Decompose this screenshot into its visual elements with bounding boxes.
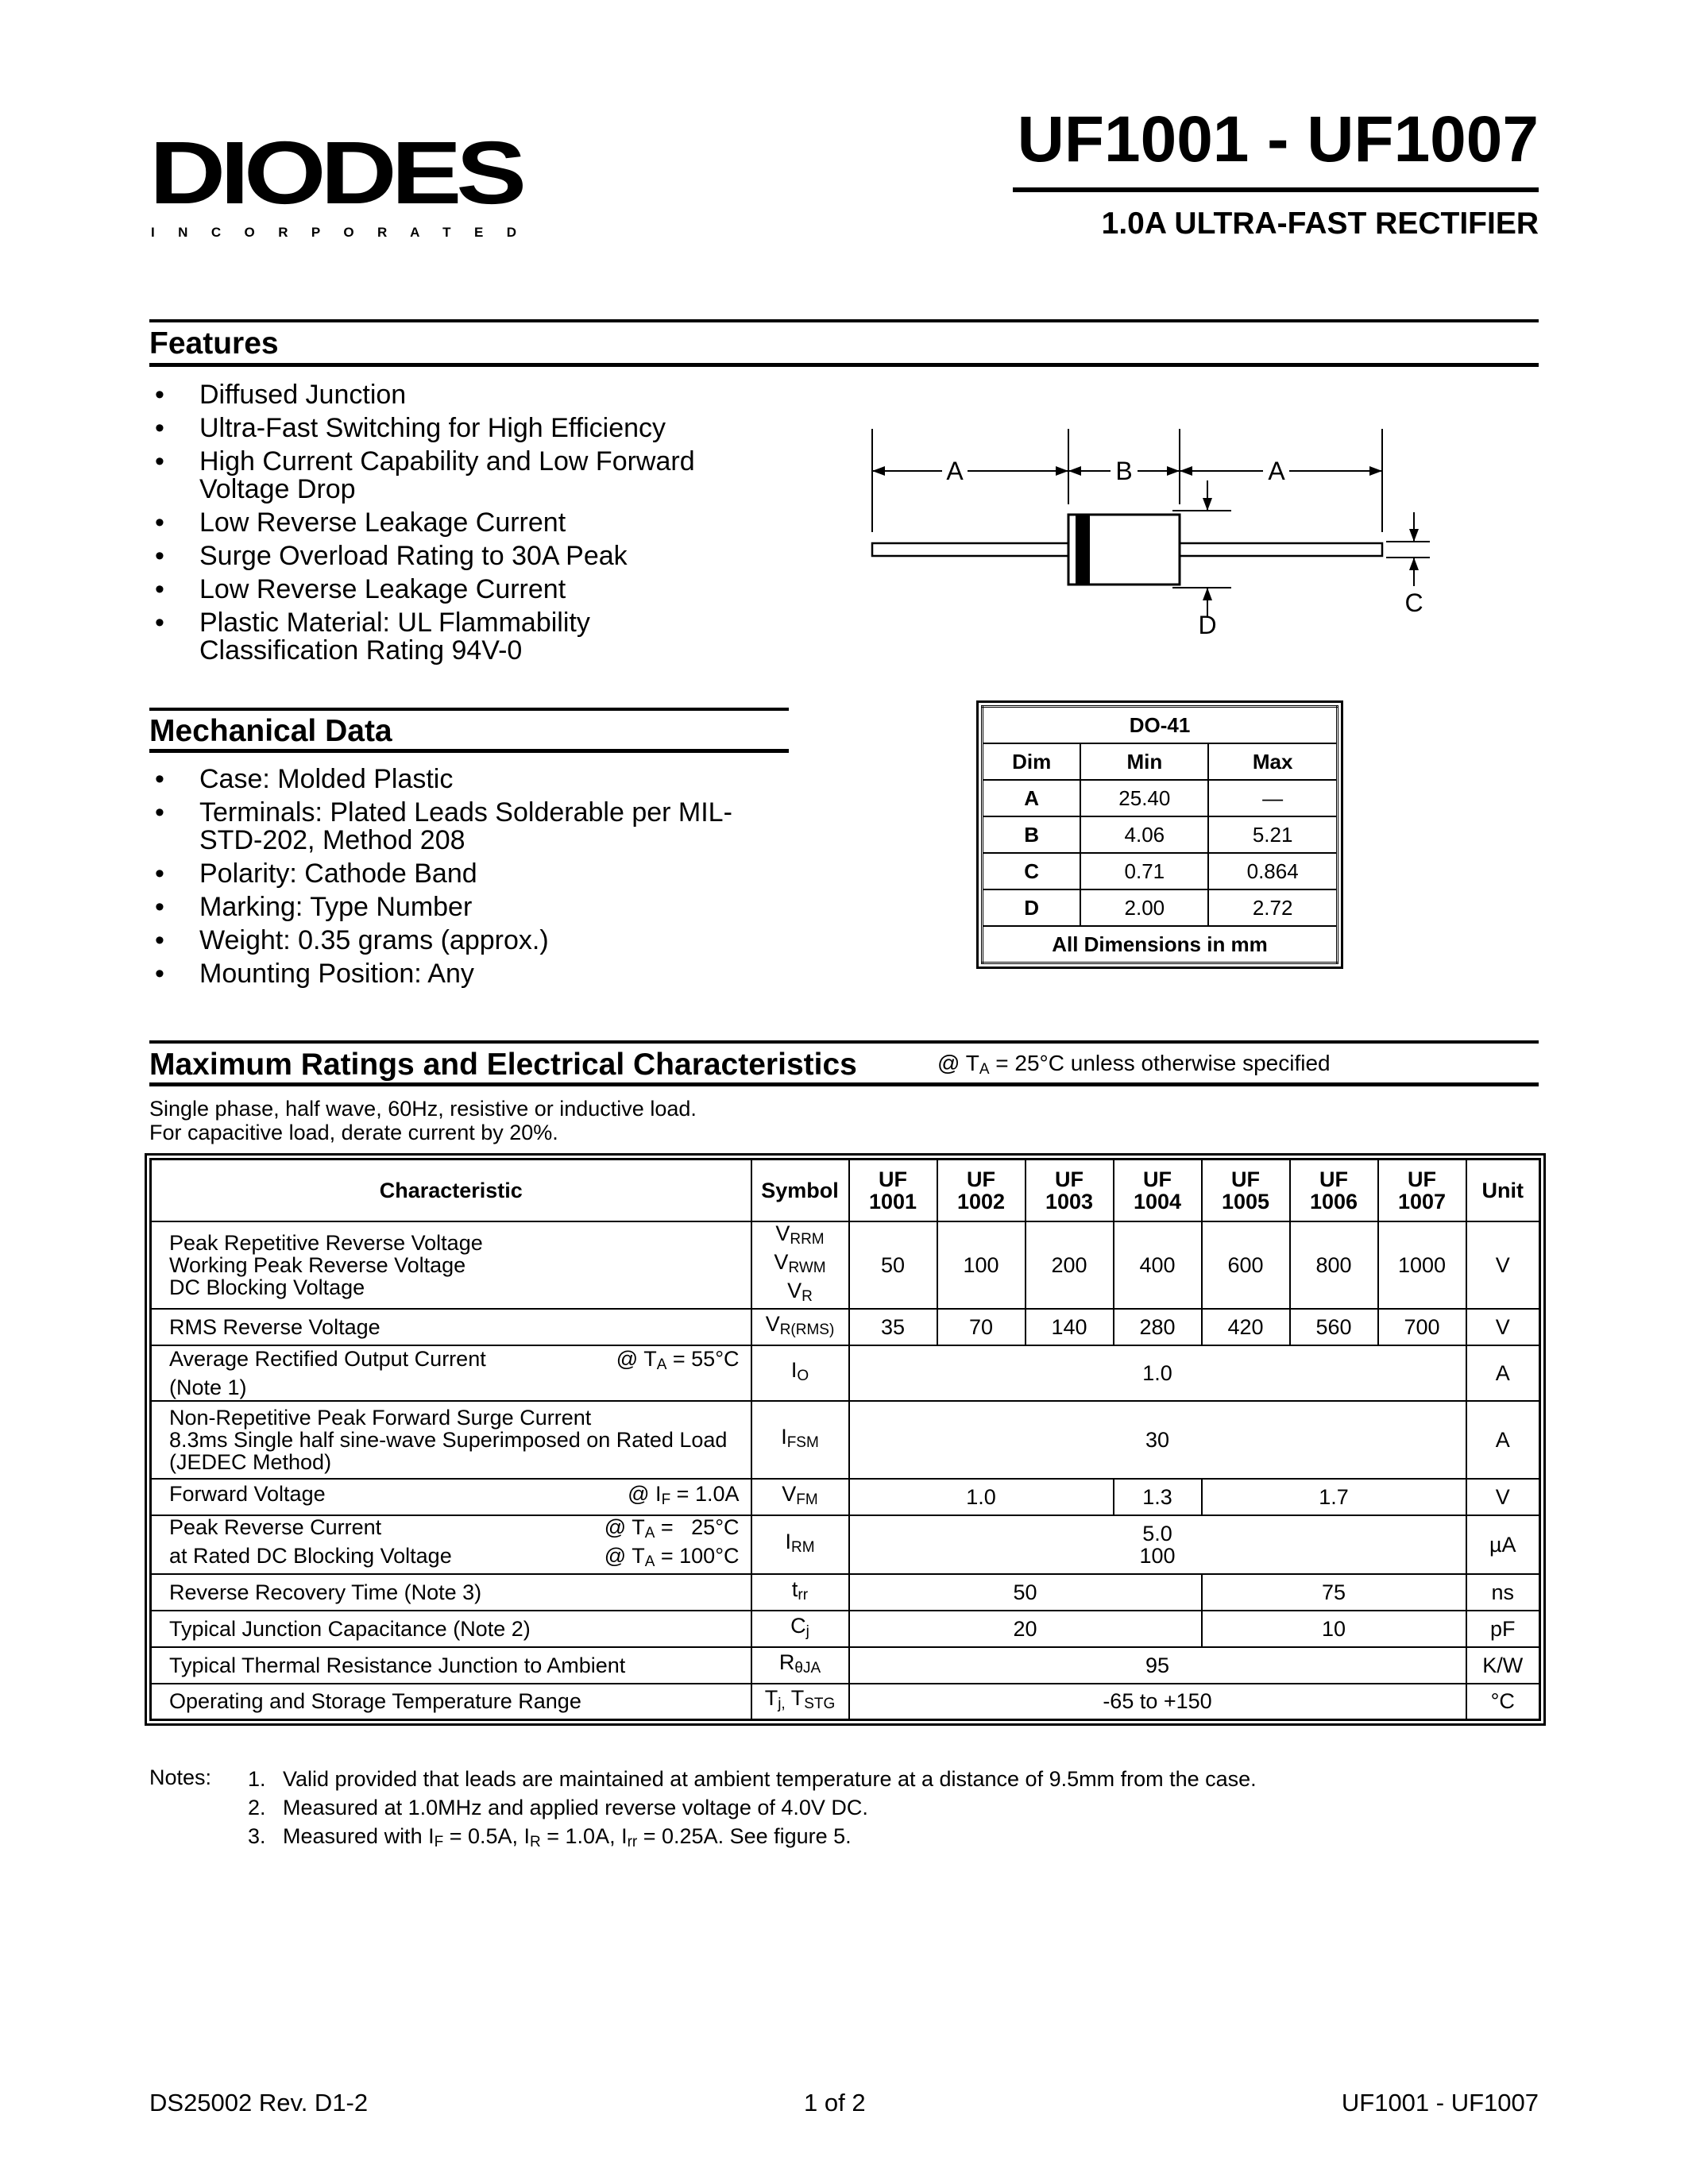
header-symbol: Symbol — [751, 1160, 849, 1221]
table-row: A 25.40 — — [983, 780, 1338, 816]
company-logo — [149, 137, 531, 246]
mechanical-list — [149, 766, 832, 994]
ratings-note-2: For capacitive load, derate current by 20%. — [149, 1121, 558, 1144]
list-item: • Surge Overload Rating to 30A Peak — [155, 541, 628, 571]
dim-label-a-left: A — [946, 457, 964, 485]
notes-label: Notes: — [149, 1765, 212, 1789]
ratings-rule-top — [149, 1040, 1539, 1044]
list-item: • Low Reverse Leakage Current — [155, 574, 566, 604]
table-row: RMS Reverse Voltage $V_{R(RMS)}$ 35 70 140 280 420 560 700 V — [151, 1309, 1540, 1345]
dim-label-c: C — [1404, 588, 1423, 617]
mechanical-rule-top — [149, 708, 789, 711]
table-row: Typical Junction Capacitance (Note 2) $C_j$ 20 10 pF — [151, 1611, 1540, 1647]
note-3: 3. Measured with $I_F = 0.5A$, $I_R = 1.0A$, $I_{rr} = 0.25A$. See figure 5. — [248, 1824, 852, 1850]
features-title: Features — [149, 326, 279, 361]
list-item: • Mounting Position: Any — [155, 959, 474, 989]
mechanical-title: Mechanical Data — [149, 714, 392, 748]
list-item: • Marking: Type Number — [155, 892, 473, 922]
table-row: Reverse Recovery Time (Note 3) $t_{rr}$ 50 75 ns — [151, 1574, 1540, 1611]
do41-package-diagram — [858, 429, 1446, 651]
ratings-note-1: Single phase, half wave, 60Hz, resistive or inductive load. — [149, 1097, 697, 1121]
title-rule — [1013, 187, 1539, 192]
ratings-rule-bottom — [149, 1082, 1539, 1086]
header-uf1001: UF 1001 — [849, 1160, 937, 1221]
table-row: Non-Repetitive Peak Forward Surge Current 8.3ms Single half sine-wave Superimposed on Rated Load (JEDEC Method) $I_{FSM}$ 30 A — [151, 1401, 1540, 1479]
ratings-condition: @ $T_A = 25^\circ C$ unless otherwise specified — [937, 1051, 1331, 1078]
footer-part-range: UF1001 - UF1007 — [1341, 2089, 1539, 2116]
list-item: • Weight: 0.35 grams (approx.) — [155, 925, 549, 955]
header-uf1007: UF 1007 — [1378, 1160, 1466, 1221]
list-item: • High Current Capability and Low Forward Voltage Drop — [155, 446, 695, 504]
header-characteristic: Characteristic — [151, 1160, 751, 1221]
table-header-row — [151, 1160, 1540, 1221]
footer-doc-number: DS25002 Rev. D1-2 — [149, 2089, 369, 2116]
list-item: • Case: Molded Plastic — [155, 764, 454, 794]
table-row: C 0.71 0.864 — [983, 853, 1338, 889]
ratings-table — [149, 1158, 1539, 1721]
table-row: Peak Reverse Current @ $T_A = 25^\circ C$ at Rated DC Blocking Voltage @ $T_A = 100^\circ C$ $I_{RM}$ 5.0 100 µA — [151, 1515, 1540, 1574]
logo-word: DIODES — [149, 137, 523, 222]
do41-header-max: Max — [1208, 743, 1337, 780]
table-row: Peak Repetitive Reverse Voltage Working Peak Reverse Voltage DC Blocking Voltage $V_{RRM}$ $V_{RWM}$ $V_R$ 50 100 200 400 600 800 1000 V — [151, 1221, 1540, 1309]
list-item: • Low Reverse Leakage Current — [155, 507, 566, 538]
header-uf1005: UF 1005 — [1202, 1160, 1290, 1221]
do41-title: DO-41 — [983, 707, 1338, 744]
footer-page-number: 1 of 2 — [804, 2089, 866, 2116]
notes-list — [248, 1765, 1519, 1857]
ratings-title: Maximum Ratings and Electrical Characteristics — [149, 1048, 857, 1082]
table-row: D 2.00 2.72 — [983, 889, 1338, 926]
table-row: Typical Thermal Resistance Junction to Ambient $R_{\theta JA}$ 95 K/W — [151, 1647, 1540, 1684]
header-uf1006: UF 1006 — [1290, 1160, 1378, 1221]
list-item: • Polarity: Cathode Band — [155, 859, 477, 889]
list-item: • Ultra-Fast Switching for High Efficiency — [155, 413, 666, 443]
table-row: B 4.06 5.21 — [983, 816, 1338, 853]
list-item: • Diffused Junction — [155, 380, 407, 410]
list-item: • Plastic Material: UL Flammability Classification Rating 94V-0 — [155, 608, 590, 666]
features-list — [149, 381, 832, 670]
note-1: 1. Valid provided that leads are maintained at ambient temperature at a distance of 9.5mm from the case. — [248, 1767, 1257, 1791]
do41-header-dim: Dim — [983, 743, 1081, 780]
diodes-logo-mark — [149, 137, 531, 246]
header-uf1004: UF 1004 — [1114, 1160, 1202, 1221]
page-title: UF1001 - UF1007 — [1017, 103, 1539, 176]
features-rule-bottom — [149, 363, 1539, 367]
do41-dimension-table — [981, 705, 1338, 964]
do41-header-min: Min — [1080, 743, 1208, 780]
header-unit: Unit — [1466, 1160, 1540, 1221]
page-subtitle: 1.0A ULTRA-FAST RECTIFIER — [1101, 206, 1539, 241]
do41-footer: All Dimensions in mm — [983, 926, 1338, 963]
note-2: 2. Measured at 1.0MHz and applied reverse voltage of 4.0V DC. — [248, 1796, 868, 1819]
mechanical-rule-bottom — [149, 749, 789, 753]
dim-label-a-right: A — [1268, 457, 1285, 485]
logo-subtext: I N C O R P O R A T E D — [151, 225, 516, 240]
header-uf1002: UF 1002 — [937, 1160, 1026, 1221]
list-item: • Terminals: Plated Leads Solderable per MIL-STD-202, Method 208 — [155, 797, 732, 855]
dim-label-b: B — [1115, 457, 1133, 485]
table-row: Operating and Storage Temperature Range $T_{j,}$ $T_{STG}$ -65 to +150 °C — [151, 1684, 1540, 1720]
table-row: Average Rectified Output Current @ $T_A = 55^\circ C$ (Note 1) $I_O$ 1.0 A — [151, 1345, 1540, 1401]
table-row: Forward Voltage @ $I_F = 1.0A$ $V_{FM}$ 1.0 1.3 1.7 V — [151, 1479, 1540, 1515]
dim-label-d: D — [1198, 611, 1217, 639]
features-rule-top — [149, 319, 1539, 322]
header-uf1003: UF 1003 — [1026, 1160, 1114, 1221]
